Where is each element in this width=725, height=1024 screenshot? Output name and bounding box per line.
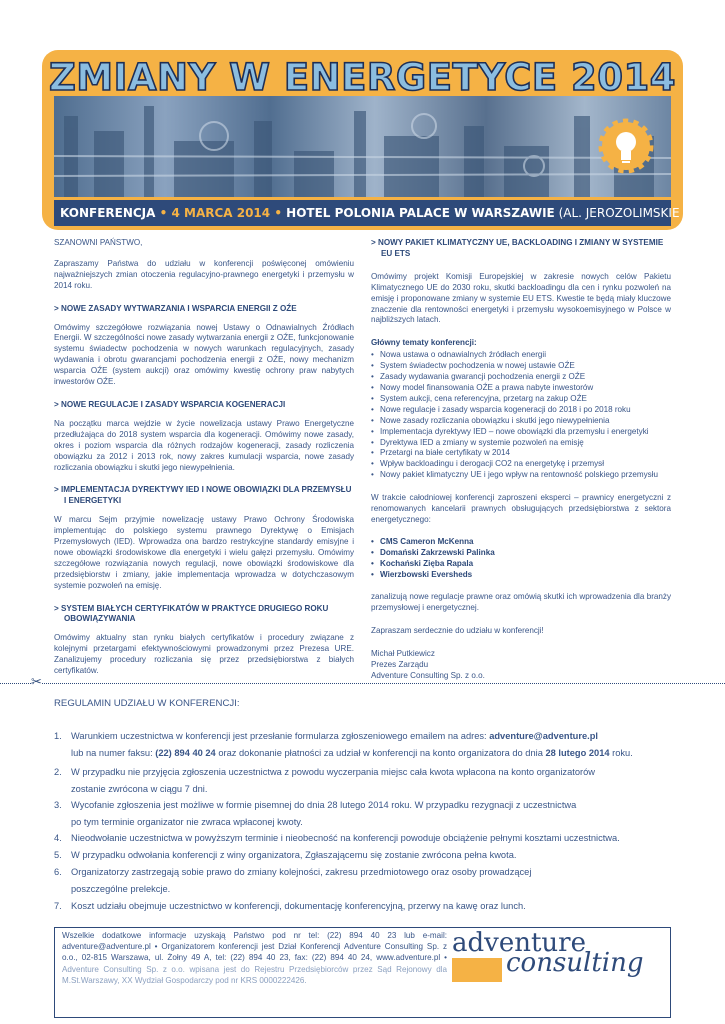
industrial-photo-art [54, 96, 671, 197]
list-item: • Implementacja dyrektywy IED – nowe obowiązki dla przemysłu i energetyki [371, 427, 671, 438]
section-title-white-certificates [54, 604, 354, 626]
conference-info-band [54, 200, 704, 226]
band-separator: • [270, 206, 287, 220]
rule-text: Koszt udziału obejmuje uczestnictwo w konferencji, dokumentację konferencyjną, przerwy na kawę oraz lunch. [71, 901, 526, 911]
rule-text [71, 730, 598, 742]
section-title-ied-line1: > IMPLEMENTACJA DYREKTYWY IED I NOWE OBOWIĄZKI DLA PRZEMYSŁU [54, 485, 352, 495]
rule-text-part: oraz dokonanie płatności za udział w konferencji na konto organizatora do dnia [215, 748, 546, 758]
section-title-wc-line1: > SYSTEM BIAŁYCH CERTYFIKATÓW W PRAKTYCE DRUGIEGO ROKU [54, 603, 329, 613]
list-item: • Nowe zasady rozliczania obowiązku i skutki jego niewypełnienia [371, 416, 671, 427]
section-text-cogeneration: Na początku marca wejdzie w życie nowelizacja ustawy Prawo Energetyczne przedłużająca do 2018 system wsparcia dla kogeneracji. Omówimy nowe zasady, okres i poziom wsparcia dla różnych rodzajów kogeneracji, zasady rozliczenia obowiązku za 2012 i 2013 rok, nowy zakres kumulacji wsparcia, nowe zasady rozliczania obowiązku i skutki jego niewypełnienia. [54, 418, 354, 472]
rule-text: po tym terminie organizator nie zwraca wpłaconej kwoty. [71, 817, 303, 827]
right-column [371, 238, 671, 682]
rule-text [71, 747, 633, 759]
section-text-ied: W marcu Sejm przyjmie nowelizację ustawy Prawo Ochrony Środowiska implementując do polskiego systemu prawnego Dyrektywę o Emisjach Przemysłowych (IED). Wprowadza ona bardzo restrykcyjne standardy emisyjne i nowe obowiązki środowiskowe dla energetyki i wielu gałęzi przemysłu. Omówimy szczegółowe rozwiązania nowych regulacji, nowe obowiązki środowiskowe dla przedsiębiorstw i zmiany, jakie implementacja wprowadza w dotychczasowym systemie pozwoleń na emisję. [54, 515, 354, 590]
rule-number: 7. [54, 901, 62, 911]
list-item: • Nowa ustawa o odnawialnych źródłach energii [371, 350, 671, 361]
rule-number: 5. [54, 850, 62, 860]
law-firms-list [371, 537, 671, 581]
rule-number: 6. [54, 867, 62, 877]
logo-accent-bar [452, 958, 502, 982]
band-conference: KONFERENCJA [60, 206, 156, 220]
section-title-ied-line2: I ENERGETYKI [64, 496, 122, 506]
signature-name: Michał Putkiewicz [371, 649, 435, 659]
band-separator: • [155, 206, 172, 220]
rule-number: 4. [54, 833, 62, 843]
rule-text: Organizatorzy zastrzegają sobie prawo do zmiany kolejności, zakresu przedmiotowego oraz osoby prowadzącej [71, 867, 532, 877]
list-item: • Kochański Zięba Rapala [371, 559, 671, 570]
footer-contact: Wszelkie dodatkowe informacje uzyskają Państwo pod nr tel: (22) 894 40 23 lub e-mail: adventure@adventure.pl • Organizatorem konferencji jest Dział Konferencji Adventure Consulting Sp. z o.o., 02-815 Warszawa, ul. Żołny 49 A, tel: (22) 894 40 23, fax: (22) 894 40 24, www.adventure.pl • [62, 931, 447, 963]
industrial-photo [54, 96, 671, 197]
contact-email: adventure@adventure.pl [489, 731, 598, 741]
band-address: (AL. JEROZOLIMSKIE 45) [554, 206, 704, 220]
section-text-climate-package: Omówimy projekt Komisji Europejskiej w zakresie nowych celów Pakietu Klimatycznego UE do 2030 roku, skutki backloadingu dla cen i rynku pozwoleń na emisję i proponowane zmiany w systemie EU ETS. Kwestie te będą miały kluczowe znaczenie dla rentowności energetyki i przemysłu wysokoemisyjnego w Polsce w najbliższych latach. [371, 271, 671, 325]
section-title-cp-line1: > NOWY PAKIET KLIMATYCZNY UE, BACKLOADING I ZMIANY W SYSTEMIE [371, 238, 664, 247]
list-item: • Nowy model finansowania OŹE a prawa nabyte inwestorów [371, 383, 671, 394]
list-item: • Domański Zakrzewski Palinka [371, 548, 671, 559]
rule-text-part: Warunkiem uczestnictwa w konferencji jest przesłanie formularza zgłoszeniowego emailem na adres: [71, 731, 490, 741]
list-item: • Wpływ backloadingu i derogacji CO2 na energetykę i przemysł [371, 459, 671, 470]
rule-text: zostanie zwrócona w ciągu 7 dni. [71, 784, 208, 794]
list-item: • Nowy pakiet klimatyczny UE i jego wpływ na rentowność polskiego przemysłu [371, 470, 671, 481]
section-text-white-certificates: Omówimy aktualny stan rynku białych certyfikatów i procedury związane z kolejnymi przetargami efektywnościowymi prowadzonymi przez Prezesa URE. Zanalizujemy procedury rozliczania się przez przedsiębiorstwa z białych certyfikatów. [54, 633, 354, 676]
rule-text-part: lub na numer faksu: [71, 748, 156, 758]
rule-text: W przypadku nie przyjęcia zgłoszenia uczestnictwa z powodu wyczerpania miejsc cała kwota wpłacona na konto organizatorów [71, 767, 595, 777]
section-title-oze: > NOWE ZASADY WYTWARZANIA I WSPARCIA ENERGII Z OŹE [54, 303, 297, 313]
rule-number: 3. [54, 800, 62, 810]
band-venue: HOTEL POLONIA PALACE W WARSZAWIE [286, 206, 555, 220]
list-item: • Wierzbowski Eversheds [371, 570, 671, 581]
rule-text: Wycofanie zgłoszenia jest możliwe w formie pisemnej do dnia 28 lutego 2014 roku. W przypadku rezygnacji z uczestnictwa [71, 800, 577, 810]
lightbulb-gear-icon [602, 122, 650, 170]
list-item: • Nowe regulacje i zasady wsparcia kogeneracji do 2018 i po 2018 roku [371, 405, 671, 416]
section-title-wc-line2: OBOWIĄZYWANIA [64, 614, 136, 624]
list-item: • System aukcji, cena referencyjna, przetarg na zakup OŹE [371, 394, 671, 405]
rule-number: 2. [54, 767, 62, 777]
list-item: • Dyrektywa IED a zmiany w systemie pozwoleń na emisję [371, 438, 671, 449]
rule-text-part: roku. [609, 748, 633, 758]
list-item: • CMS Cameron McKenna [371, 537, 671, 548]
footer-info [62, 930, 447, 986]
analysis-paragraph: zanalizują nowe regulacje prawne oraz omówią skutki ich wprowadzenia dla branży przemysłowej i energetycznej. [371, 592, 671, 613]
signature-company: Adventure Consulting Sp. z o.o. [371, 671, 485, 680]
intro-paragraph: Zapraszamy Państwa do udziału w konferencji poświęconej omówieniu najważniejszych zmian otoczenia regulacyjno-prawnego energetyki i przemysłu w 2014 roku. [54, 258, 354, 290]
list-item: • System świadectw pochodzenia w nowej ustawie OŹE [371, 361, 671, 372]
invitation: Zapraszam serdecznie do udziału w konferencji! [371, 626, 544, 636]
rule-number: 1. [54, 731, 62, 741]
band-date: 4 MARCA 2014 [171, 206, 271, 220]
logo-consulting: consulting [506, 948, 644, 978]
rule-text: Nieodwołanie uczestnictwa w powyższym terminie i nieobecność na konferencji powoduje obciążenie pełnymi kosztami uczestnictwa. [71, 833, 620, 843]
payment-deadline: 28 lutego 2014 [545, 748, 610, 758]
rule-text: poszczególne prelekcje. [71, 884, 171, 894]
experts-paragraph: W trakcie całodniowej konferencji zaproszeni eksperci – prawnicy energetyczni z renomowanych kancelarii prawnych obsługujących przedsiębiorstwa z sektora energetycznego: [371, 493, 671, 524]
contact-fax: (22) 894 40 24 [155, 748, 216, 758]
signature-role: Prezes Zarządu [371, 660, 429, 670]
logo-adventure: adventure [452, 928, 586, 958]
section-text-oze: Omówimy szczegółowe rozwiązania nowej Ustawy o Odnawialnych Źródłach Energii. W szczególności nowe zasady wytwarzania energii z OŹE, funkcjonowanie systemu świadectw pochodzenia w nowych warunkach regulacyjnych, zasady wydawania i obrotu gwarancjami pochodzenia energii z OŹE, nowy mechanizm wsparcia OŹE (system aukcji) oraz omówimy kwestię ochrony praw nabytych inwestorów OŹE. [54, 322, 354, 387]
rule-text: W przypadku odwołania konferencji z winy organizatora, Zgłaszającemu się zostanie zwrócona pełna kwota. [71, 850, 517, 860]
left-column [54, 238, 354, 687]
section-title-cp-line2: EU ETS [381, 248, 411, 258]
list-item: • Przetargi na białe certyfikaty w 2014 [371, 448, 671, 459]
section-title-cogeneration: > NOWE REGULACJE I ZASADY WSPARCIA KOGENERACJI [54, 399, 286, 409]
scissors-icon: ✂ [31, 674, 42, 689]
greeting: SZANOWNI PAŃSTWO, [54, 238, 143, 247]
cut-line [0, 683, 725, 684]
section-title-climate-package [371, 238, 671, 260]
footer-registry: Adventure Consulting Sp. z o.o. wpisana jest do Rejestru Przedsiębiorców przez Sąd Rejonowy dla M.St.Warszawy, XX Wydział Gospodarczy pod nr KRS 0000222426. [62, 964, 447, 985]
list-item: • Zasady wydawania gwarancji pochodzenia energii z OŹE [371, 372, 671, 383]
page-title: ZMIANY W ENERGETYCE 2014 [48, 56, 677, 99]
topics-title: Główny tematy konferencji: [371, 338, 477, 348]
section-title-ied [54, 485, 354, 507]
regulations-title: REGULAMIN UDZIAŁU W KONFERENCJI: [54, 698, 240, 709]
topics-list [371, 350, 671, 481]
